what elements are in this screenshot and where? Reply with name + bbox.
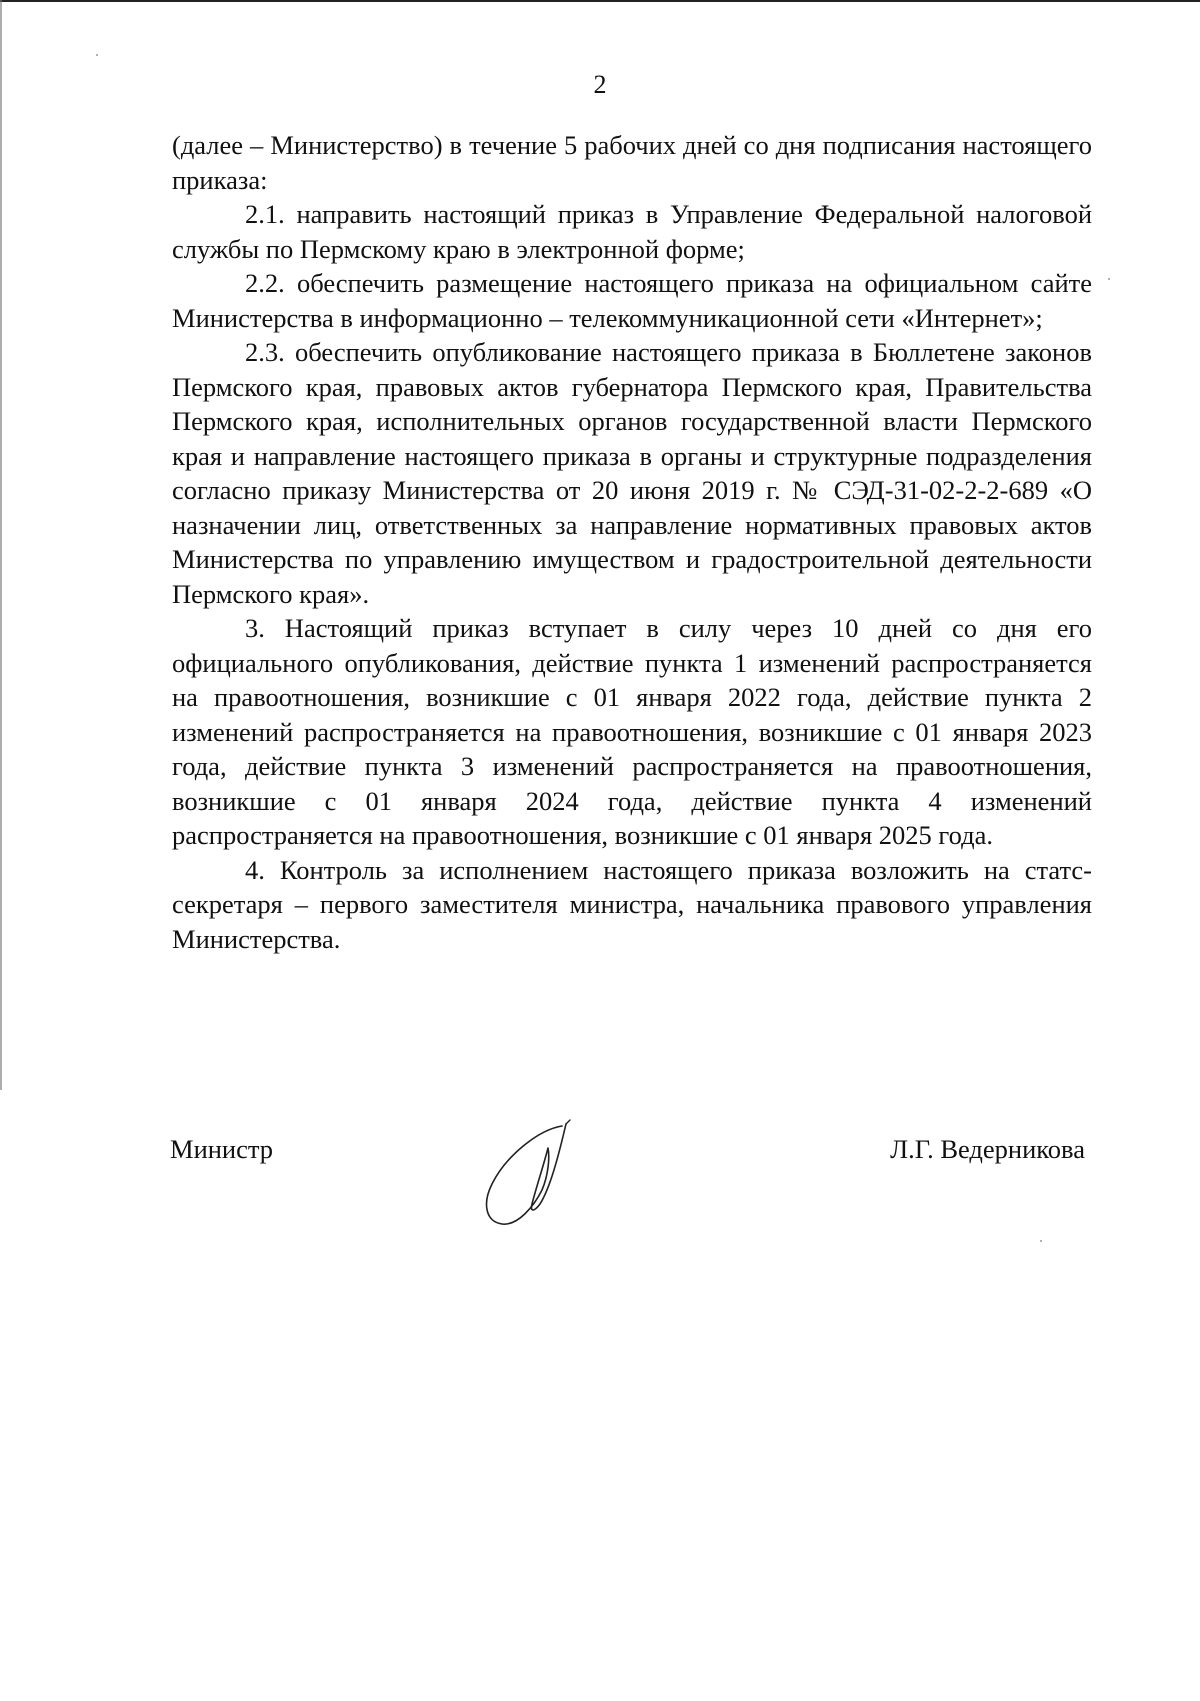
paragraph-3: 3. Настоящий приказ вступает в силу через 10 дней со дня его официального опубликования, действие пункта 1 изменений распространяется на правоотношения, возникшие с 01 января 2022 года, действие пункта 2 изменений распространяется на правоотношения, возникшие с 01 января 2023 года, действие пункта 3 изменений распространяется на правоотношения, возникшие с 01 января 2024 года, действие пункта 4 изменений распространяется на правоотношения, возникшие с 01 января 2025 года.: [172, 613, 1092, 850]
paragraph-2-3: 2.3. обеспечить опубликование настоящего приказа в Бюллетене законов Пермского края, правовых актов губернатора Пермского края, Правительства Пермского края, исполнительных органов государственной власти Пермского края и направление настоящего приказа в органы и структурные подразделения согласно приказу Министерства от 20 июня 2019 г. № СЭД-31-02-2-2-689 «О назначении лиц, ответственных за направление нормативных правовых актов Министерства по управлению имуществом и градостроительной деятельности Пермского края».: [172, 337, 1092, 609]
scan-speck: [96, 54, 98, 56]
scan-speck: [1040, 1240, 1042, 1242]
page-number: 2: [593, 70, 607, 99]
paragraph-4: 4. Контроль за исполнением настоящего приказа возложить на статс-секретаря – первого заместителя министра, начальника правового управления Министерства.: [172, 854, 1092, 954]
scan-left-edge: [0, 0, 2, 1090]
handwritten-signature: [478, 1118, 598, 1228]
paragraph-continuation: (далее – Министерство) в течение 5 рабочих дней со дня подписания настоящего приказа:: [172, 130, 1092, 195]
scan-top-edge: [0, 0, 1200, 2]
document-body: [172, 128, 1092, 956]
scan-speck: [1108, 278, 1110, 280]
signatory-position: Министр: [170, 1134, 274, 1164]
signature-block: [170, 1134, 1085, 1194]
signatory-name: Л.Г. Ведерникова: [890, 1134, 1085, 1164]
paragraph-2-2: 2.2. обеспечить размещение настоящего приказа на официальном сайте Министерства в информационно – телекоммуникационной сети «Интернет»;: [172, 268, 1092, 333]
paragraph-2-1: 2.1. направить настоящий приказ в Управление Федеральной налоговой службы по Пермскому краю в электронной форме;: [172, 199, 1092, 264]
